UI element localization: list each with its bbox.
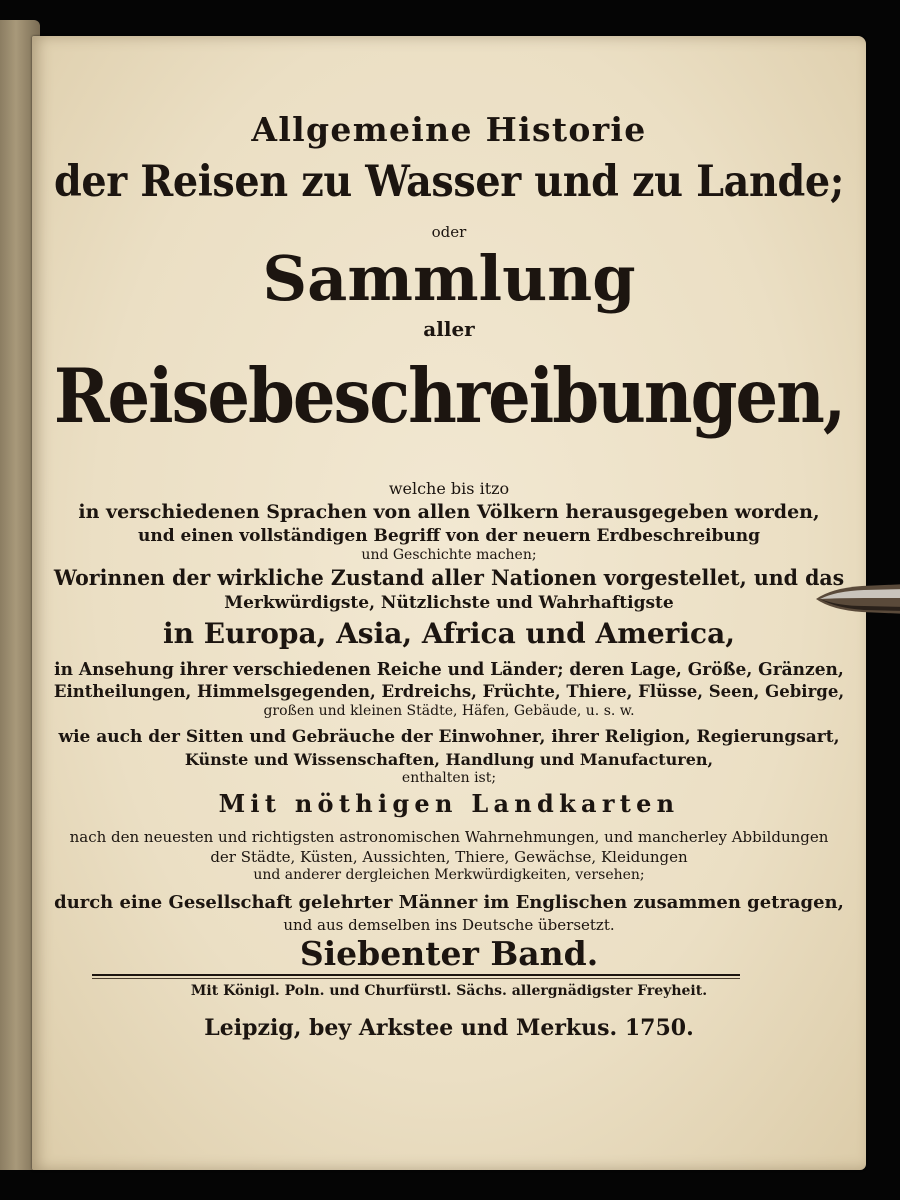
title-line-aller: aller bbox=[423, 317, 475, 341]
body-line-worinnen: Worinnen der wirkliche Zustand aller Nationen vorgestellet, und das bbox=[53, 565, 845, 590]
body-line-gesellschaft: durch eine Gesellschaft gelehrter Männer im Englischen zusammen getragen, bbox=[54, 892, 844, 913]
title-line-der-reisen: der Reisen zu Wasser und zu Lande; bbox=[53, 157, 845, 207]
body-line-sitten: wie auch der Sitten und Gebräuche der Einwohner, ihrer Religion, Regierungsart, bbox=[58, 727, 840, 747]
title-line-allgemeine-historie: Allgemeine Historie bbox=[251, 110, 647, 149]
body-line-enthalten: enthalten ist; bbox=[401, 770, 497, 786]
volume-label: Siebenter Band. bbox=[299, 934, 599, 973]
subtitle-line-sprachen: in verschiedenen Sprachen von allen Völkern herausgegeben worden, bbox=[78, 501, 820, 523]
subtitle-line-geschichte: und Geschichte machen; bbox=[361, 547, 537, 563]
body-line-kuesten: der Städte, Küsten, Aussichten, Thiere, Gewächse, Kleidungen bbox=[210, 848, 688, 866]
body-line-kuenste: Künste und Wissenschaften, Handlung und Manufacturen, bbox=[184, 750, 714, 769]
title-line-sammlung: Sammlung bbox=[262, 242, 636, 315]
subtitle-line-begriff: und einen vollständigen Begriff von der neuern Erdbeschreibung bbox=[137, 526, 761, 546]
body-line-landkarten: Mit nöthigen Landkarten bbox=[218, 789, 680, 818]
body-line-uebersetzt: und aus demselben ins Deutsche übersetzt. bbox=[283, 916, 615, 934]
body-line-eintheilungen: Eintheilungen, Himmelsgegenden, Erdreichs, Früchte, Thiere, Flüsse, Seen, Gebirge, bbox=[53, 682, 845, 702]
subtitle-line-welche: welche bis itzo bbox=[388, 479, 510, 498]
body-line-merkwuerdigste: Merkwürdigste, Nützlichste und Wahrhaftigste bbox=[224, 593, 674, 613]
divider-rule bbox=[92, 974, 740, 976]
body-line-astronomischen: nach den neuesten und richtigsten astronomischen Wahrnehmungen, und mancherley Abbildungen bbox=[69, 828, 829, 846]
title-line-reisebeschreibungen: Reisebeschreibungen, bbox=[53, 352, 845, 440]
body-line-versehen: und anderer dergleichen Merkwürdigkeiten, versehen; bbox=[253, 867, 645, 883]
body-line-ansehung: in Ansehung ihrer verschiedenen Reiche und Länder; deren Lage, Größe, Gränzen, bbox=[54, 659, 844, 680]
title-line-oder: oder bbox=[431, 223, 467, 241]
divider-rule-thin bbox=[92, 978, 740, 979]
body-line-continents: in Europa, Asia, Africa und America, bbox=[163, 617, 735, 650]
privilege-line: Mit Königl. Poln. und Churfürstl. Sächs. allergnädigster Freyheit. bbox=[190, 983, 708, 999]
body-line-staedte: großen und kleinen Städte, Häfen, Gebäude, u. s. w. bbox=[263, 703, 635, 719]
imprint-line: Leipzig, bey Arkstee und Merkus. 1750. bbox=[204, 1015, 694, 1041]
